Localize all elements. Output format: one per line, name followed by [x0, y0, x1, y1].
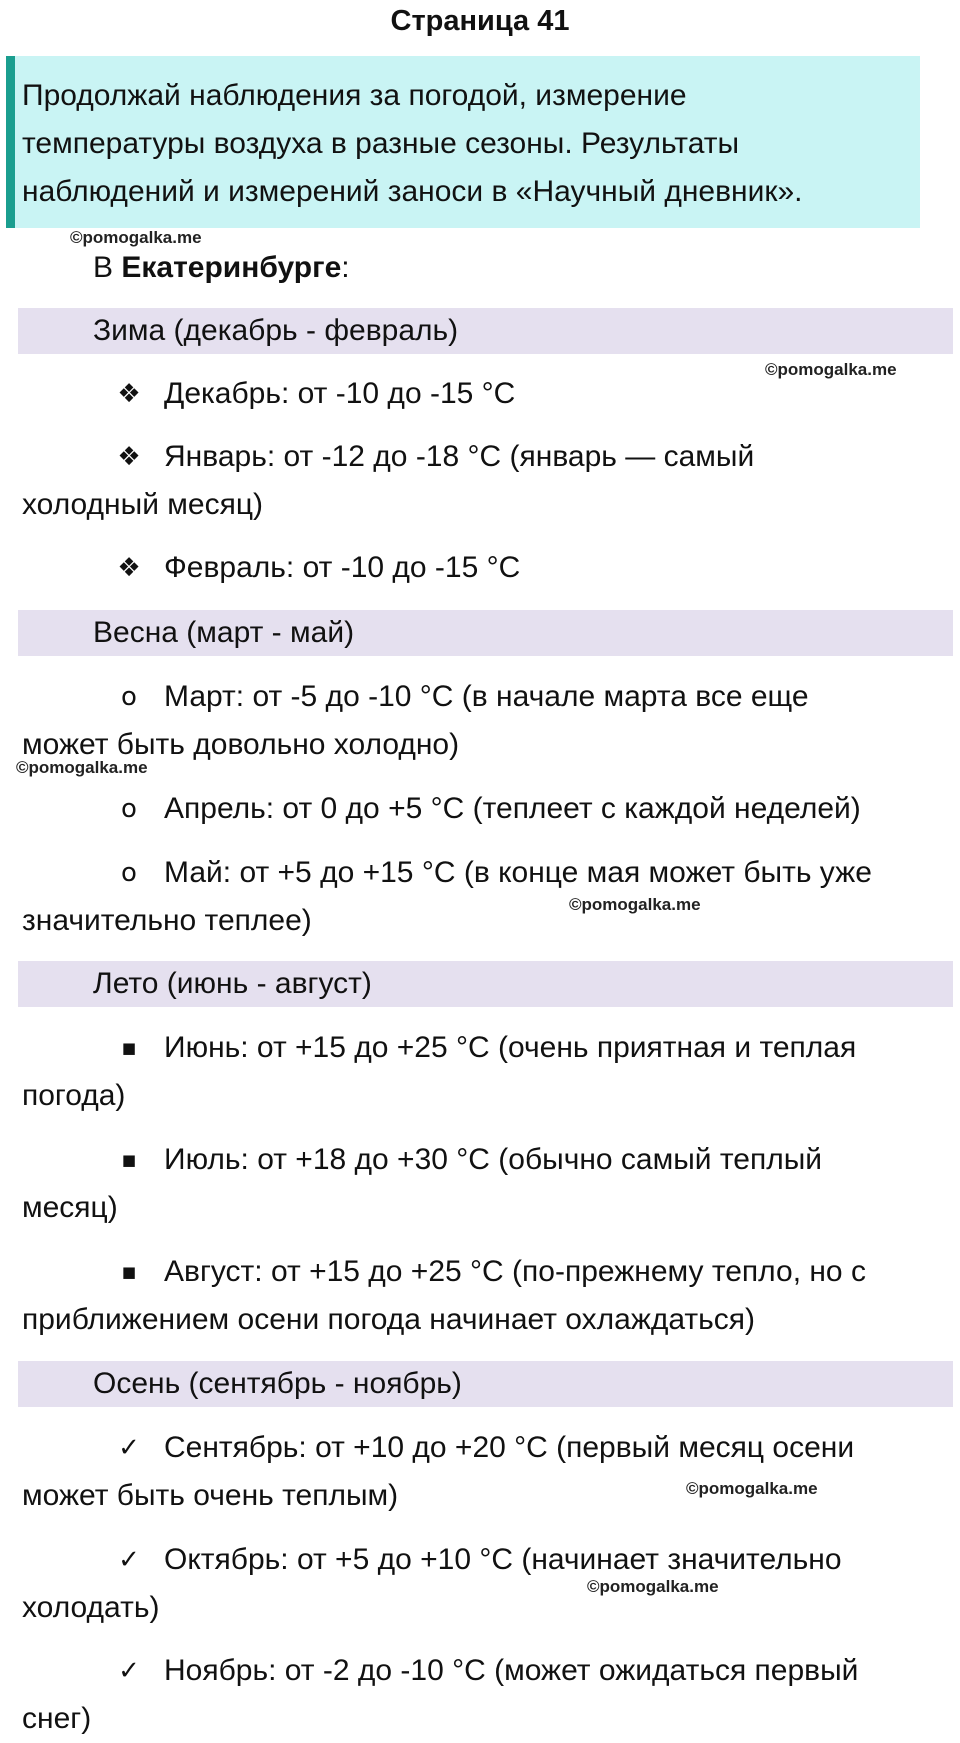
- watermark: ©pomogalka.me: [569, 895, 701, 914]
- list-item: [22, 1536, 952, 1632]
- check-bullet-icon: ✓: [118, 1545, 140, 1575]
- entry-text: Август: от +15 до +25 °C (по-прежнему тепло, но с: [164, 1255, 866, 1288]
- diamond-bullet-icon: ❖: [117, 379, 141, 409]
- circle-bullet-icon: o: [121, 682, 137, 712]
- circle-bullet-icon: o: [121, 794, 137, 824]
- watermark: ©pomogalka.me: [16, 758, 148, 777]
- entry-text-continued: холодать): [22, 1591, 160, 1624]
- square-bullet-icon: ■: [121, 1039, 137, 1057]
- entry-text-continued: может быть довольно холодно): [22, 728, 460, 761]
- entry-text-continued: снег): [22, 1702, 92, 1735]
- entry-text-continued: может быть очень теплым): [22, 1479, 399, 1512]
- entry-text: Сентябрь: от +10 до +20 °C (первый месяц осени: [164, 1431, 855, 1464]
- entry-text: Март: от -5 до -10 °C (в начале марта все еще: [164, 680, 809, 713]
- task-line: температуры воздуха в разные сезоны. Результаты: [22, 127, 740, 160]
- list-item: [22, 1424, 952, 1520]
- entry-text-continued: приближением осени погода начинает охлаждаться): [22, 1303, 756, 1336]
- watermark: ©pomogalka.me: [70, 228, 202, 247]
- season-label-winter: Зима (декабрь - февраль): [93, 314, 459, 347]
- entry-text: Ноябрь: от -2 до -10 °C (может ожидаться первый: [164, 1654, 859, 1687]
- page-title: Страница 41: [390, 5, 570, 37]
- diamond-bullet-icon: ❖: [117, 442, 141, 472]
- city-prefix: В: [93, 251, 122, 284]
- entry-text-continued: холодный месяц): [22, 488, 264, 521]
- list-item: [22, 673, 952, 769]
- list-item: [22, 1647, 952, 1743]
- entry-text: Январь: от -12 до -18 °C (январь — самый: [164, 440, 755, 473]
- season-label-summer: Лето (июнь - август): [93, 967, 372, 1000]
- task-line: Продолжай наблюдения за погодой, измерение: [22, 79, 687, 112]
- task-line: наблюдений и измерений заноси в «Научный дневник».: [22, 175, 803, 208]
- watermark: ©pomogalka.me: [765, 360, 897, 379]
- list-item: [22, 785, 952, 833]
- square-bullet-icon: ■: [121, 1263, 137, 1281]
- circle-bullet-icon: o: [121, 858, 137, 888]
- list-item: [22, 1136, 952, 1232]
- city-name: Екатеринбурге: [121, 251, 342, 284]
- list-item: [22, 433, 952, 529]
- entry-text: Декабрь: от -10 до -15 °C: [164, 377, 516, 410]
- watermark: ©pomogalka.me: [587, 1577, 719, 1596]
- entry-text: Апрель: от 0 до +5 °C (теплеет с каждой неделей): [164, 792, 861, 825]
- entry-text-continued: погода): [22, 1079, 126, 1112]
- city-heading: [93, 248, 350, 288]
- task-text: [22, 72, 902, 216]
- entry-text: Июнь: от +15 до +25 °C (очень приятная и теплая: [164, 1031, 857, 1064]
- list-item: [22, 849, 952, 945]
- square-bullet-icon: ■: [121, 1151, 137, 1169]
- diamond-bullet-icon: ❖: [117, 553, 141, 583]
- entry-text-continued: месяц): [22, 1191, 118, 1224]
- season-label-autumn: Осень (сентябрь - ноябрь): [93, 1367, 462, 1400]
- list-item: [22, 1024, 952, 1120]
- list-item: [22, 544, 952, 592]
- season-label-spring: Весна (март - май): [93, 616, 355, 649]
- check-bullet-icon: ✓: [118, 1656, 140, 1686]
- entry-text: Май: от +5 до +15 °C (в конце мая может быть уже: [164, 856, 872, 889]
- entry-text-continued: значительно теплее): [22, 904, 312, 937]
- entry-text: Февраль: от -10 до -15 °C: [164, 551, 521, 584]
- entry-text: Октябрь: от +5 до +10 °C (начинает значительно: [164, 1543, 842, 1576]
- check-bullet-icon: ✓: [118, 1433, 140, 1463]
- list-item: [22, 1248, 952, 1344]
- city-suffix: :: [341, 251, 350, 284]
- entry-text: Июль: от +18 до +30 °C (обычно самый теплый: [164, 1143, 823, 1176]
- watermark: ©pomogalka.me: [686, 1479, 818, 1498]
- list-item: [22, 370, 952, 418]
